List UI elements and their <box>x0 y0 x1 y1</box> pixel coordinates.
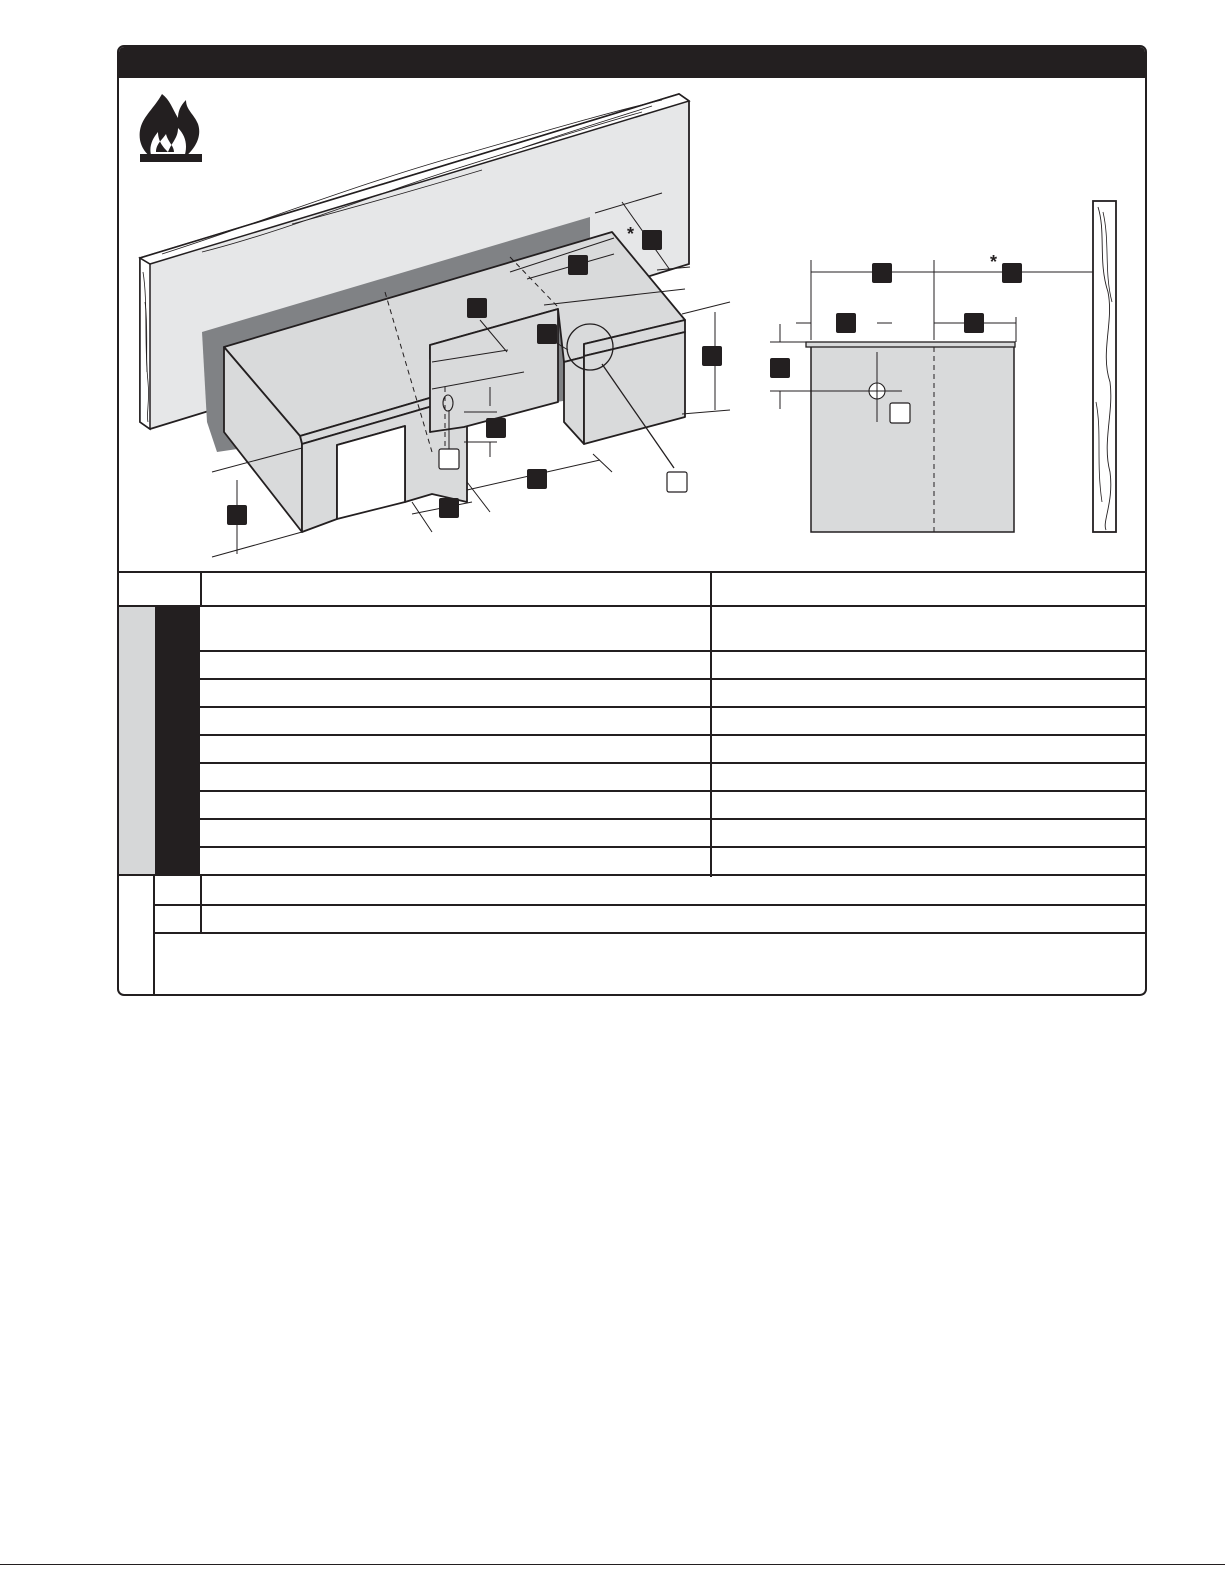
row-key-band <box>155 607 200 875</box>
side-view <box>770 201 1116 532</box>
page-bottom-rule <box>0 1564 1225 1565</box>
installation-frame <box>117 45 1147 996</box>
table-side-band <box>119 607 155 875</box>
asterisk-mark-2: * <box>990 252 998 272</box>
asterisk-mark-1: * <box>627 224 635 244</box>
wood-grain-wall-icon <box>1093 201 1116 532</box>
flame-icon <box>140 94 202 162</box>
clearance-diagram <box>119 47 1147 577</box>
